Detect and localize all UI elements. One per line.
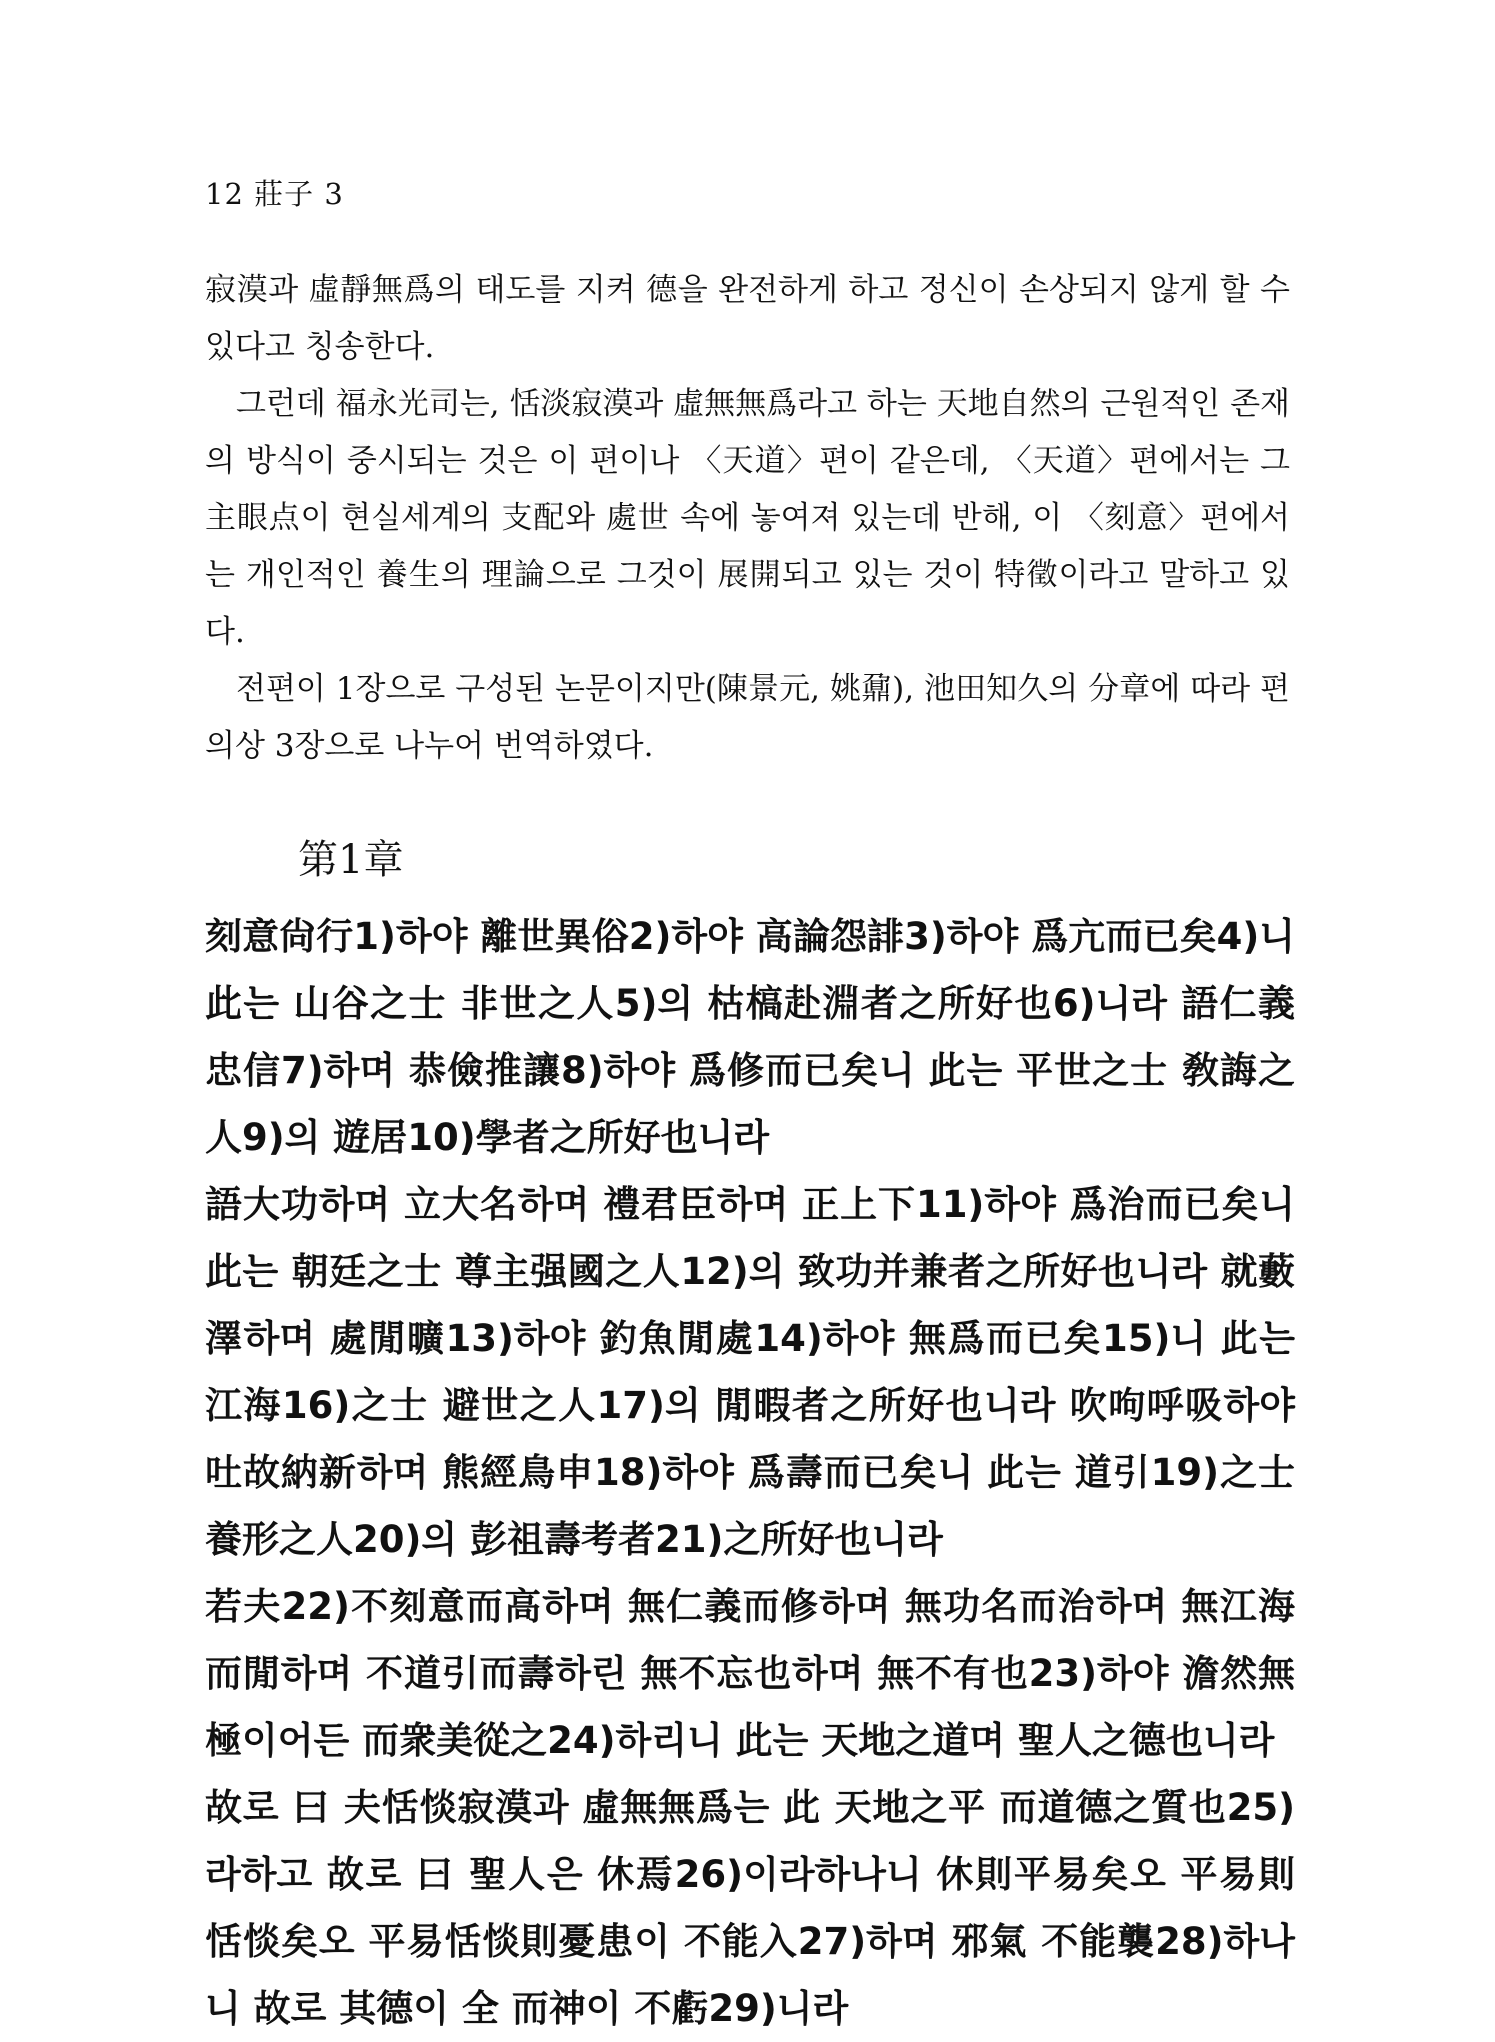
running-head: 12 莊子 3 — [205, 177, 344, 211]
classical-text-paragraph: 刻意尙行1)하야 離世異俗2)하야 高論怨誹3)하야 爲亢而已矣4)니 此는 山谷之士 非世之人5)의 枯槁赴淵者之所好也6)니라 語仁義忠信7)하며 恭儉推讓8)하야 爲修而已矣니 此는 平世之士 敎誨之人9)의 遊居10)學者之所好也니라 — [205, 915, 1295, 1159]
classical-text-paragraph: 語大功하며 立大名하며 禮君臣하며 正上下11)하야 爲治而已矣니 此는 朝廷之士 尊主强國之人12)의 致功并兼者之所好也니라 就藪澤하며 處閒曠13)하야 釣魚閒處14)하야 無爲而已矣15)니 此는 江海16)之士 避世之人17)의 閒暇者之所好也니라 吹呴呼吸하야 吐故納新하며 熊經鳥申18)하야 爲壽而已矣니 此는 道引19)之士 養形之人20)의 彭祖壽考者21)之所好也니라 — [205, 1183, 1295, 1561]
intro-paragraph: 전편이 1장으로 구성된 논문이지만(陳景元, 姚鼐), 池田知久의 分章에 따라 편의상 3장으로 나누어 번역하였다. — [205, 671, 1290, 764]
intro-paragraph: 寂漠과 虛靜無爲의 태도를 지켜 德을 완전하게 하고 정신이 손상되지 않게 할 수 있다고 칭송한다. — [205, 272, 1290, 365]
classical-text-paragraph: 若夫22)不刻意而高하며 無仁義而修하며 無功名而治하며 無江海而閒하며 不道引而壽하린 無不忘也하며 無不有也23)하야 澹然無極이어든 而衆美從之24)하리니 此는 天地之道며 聖人之德也니라 — [205, 1585, 1295, 1762]
classical-text-paragraph: 故로 曰 夫恬惔寂漠과 虛無無爲는 此 天地之平 而道德之質也25)라하고 故로 曰 聖人은 休焉26)이라하나니 休則平易矣오 平易則恬惔矣오 平易恬惔則憂患이 不能入27)하며 邪氣 不能襲28)하나니 故로 其德이 全 而神이 不虧29)니라 — [205, 1786, 1295, 2030]
classical-text-section — [205, 903, 1295, 2042]
intro-paragraph: 그런데 福永光司는, 恬淡寂漠과 虛無無爲라고 하는 天地自然의 근원적인 존재의 방식이 중시되는 것은 이 편이나 〈天道〉편이 같은데, 〈天道〉편에서는 그 主眼点이 현실세계의 支配와 處世 속에 놓여져 있는데 반해, 이 〈刻意〉편에서는 개인적인 養生의 理論으로 그것이 展開되고 있는 것이 特徵이라고 말하고 있다. — [205, 386, 1290, 650]
chapter-title: 第1章 — [298, 837, 404, 883]
intro-section — [205, 262, 1290, 775]
